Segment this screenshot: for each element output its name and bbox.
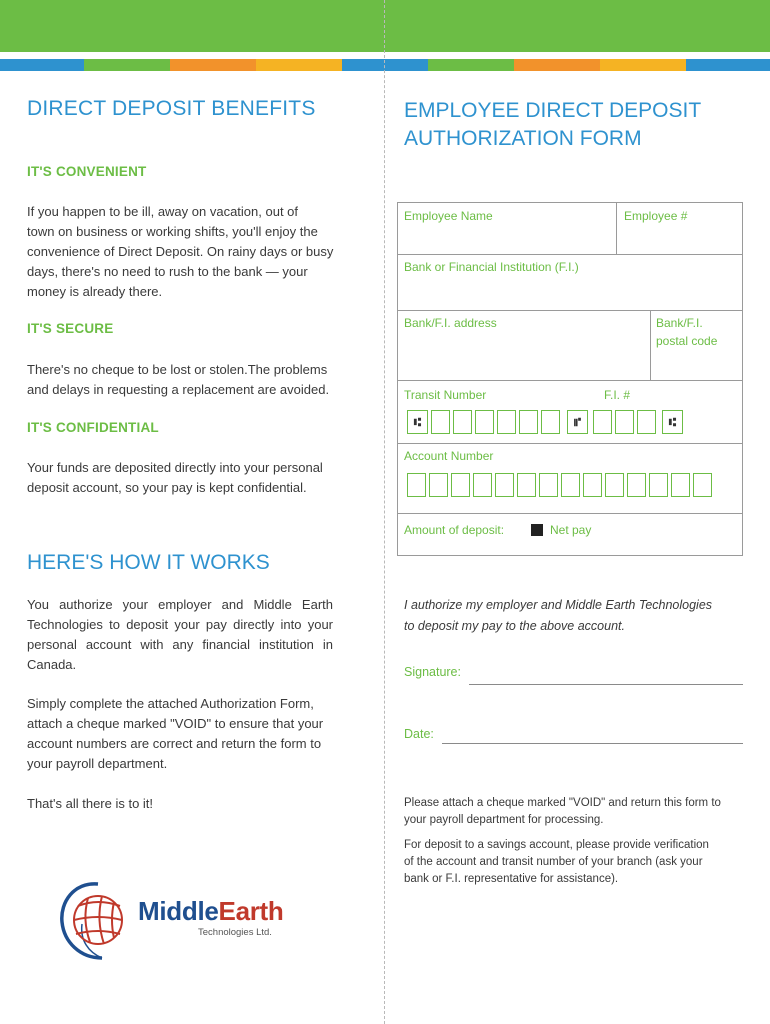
confidential-heading: IT'S CONFIDENTIAL [27, 420, 159, 435]
account-digit-box[interactable] [627, 473, 646, 497]
confidential-text: Your funds are deposited directly into your personal deposit account, so your pay is kept confidential. [27, 460, 323, 495]
signature-label: Signature: [404, 665, 461, 679]
date-label: Date: [404, 727, 434, 741]
transit-digit-box[interactable] [475, 410, 494, 434]
stripe-segment [256, 59, 342, 71]
transit-digit-box[interactable] [519, 410, 538, 434]
how-paragraph-3: That's all there is to it! [27, 796, 154, 811]
benefits-title: DIRECT DEPOSIT BENEFITS [27, 97, 316, 120]
stripe-segment [0, 59, 84, 71]
date-line[interactable] [442, 743, 743, 744]
fi-digit-box[interactable] [615, 410, 634, 434]
postal-code-field[interactable]: Bank/F.I. postal code [656, 316, 718, 348]
header-color-stripe [0, 59, 770, 71]
transit-number-label: Transit Number [404, 388, 487, 402]
account-digit-box[interactable] [583, 473, 602, 497]
account-digit-box[interactable] [539, 473, 558, 497]
convenient-text: If you happen to be ill, away on vacation, out of town on business or working shifts, you'll enjoy the convenience of Direct Deposit. On rainy days or busy days, there's no need to rush to the bank — your money is already there. [27, 204, 334, 299]
stripe-segment [686, 59, 770, 71]
fi-digit-box[interactable] [637, 410, 656, 434]
account-digit-box[interactable] [561, 473, 580, 497]
secure-text: There's no cheque to be lost or stolen.The problems and delays in requesting a replacement are avoided. [27, 362, 330, 397]
stripe-segment [84, 59, 170, 71]
account-digit-box[interactable] [649, 473, 668, 497]
transit-digit-box[interactable] [541, 410, 560, 434]
transit-digit-box[interactable] [453, 410, 472, 434]
form-title: EMPLOYEE DIRECT DEPOSIT AUTHORIZATION FORM [404, 99, 702, 150]
void-cheque-note: Please attach a cheque marked "VOID" and return this form to your payroll department for processing. [404, 797, 721, 826]
account-digit-box[interactable] [429, 473, 448, 497]
header-green-bar [0, 0, 770, 52]
account-number-label: Account Number [404, 449, 494, 463]
stripe-segment [170, 59, 256, 71]
globe-logo-icon [58, 876, 128, 962]
transit-symbol-start: ⑆ [407, 410, 428, 434]
logo-wordmark: MiddleEarth [138, 896, 284, 926]
net-pay-checkbox[interactable] [531, 524, 543, 536]
secure-heading: IT'S SECURE [27, 321, 114, 336]
how-paragraph-1: You authorize your employer and Middle Earth Technologies to deposit your pay directly into your personal account with any financial institution in Canada. [27, 597, 333, 672]
stripe-segment [600, 59, 686, 71]
signature-line[interactable] [469, 684, 743, 685]
convenient-heading: IT'S CONVENIENT [27, 164, 147, 179]
fi-digit-box[interactable] [593, 410, 612, 434]
how-it-works-title: HERE'S HOW IT WORKS [27, 551, 270, 574]
logo-subtitle: Technologies Ltd. [198, 927, 272, 938]
fold-line [384, 0, 385, 1024]
amount-of-deposit-label: Amount of deposit: [404, 523, 505, 537]
transit-separator-symbol: ⑈ [567, 410, 588, 434]
account-digit-box[interactable] [605, 473, 624, 497]
account-digit-box[interactable] [517, 473, 536, 497]
how-paragraph-2: Simply complete the attached Authorization Form, attach a cheque marked "VOID" to ensure that your account numbers are correct and return the form to your payroll department. [27, 696, 324, 771]
authorization-form [397, 202, 743, 556]
stripe-segment [342, 59, 428, 71]
savings-account-note: For deposit to a savings account, please provide verification of the account and transit number of your branch (ask your bank or F.I. representative for assistance). [404, 839, 709, 885]
stripe-segment [428, 59, 514, 71]
account-digit-box[interactable] [407, 473, 426, 497]
account-digit-box[interactable] [473, 473, 492, 497]
bank-address-field[interactable]: Bank/F.I. address [404, 316, 497, 330]
transit-digit-box[interactable] [431, 410, 450, 434]
authorization-statement: I authorize my employer and Middle Earth Technologies to deposit my pay to the above account. [404, 598, 713, 633]
account-digit-box[interactable] [671, 473, 690, 497]
transit-digit-box[interactable] [497, 410, 516, 434]
account-digit-box[interactable] [495, 473, 514, 497]
employee-number-field[interactable]: Employee # [624, 209, 688, 223]
company-logo [58, 876, 298, 966]
account-digit-box[interactable] [451, 473, 470, 497]
net-pay-label: Net pay [550, 523, 592, 537]
transit-symbol-end: ⑆ [662, 410, 683, 434]
account-digit-box[interactable] [693, 473, 712, 497]
bank-field[interactable]: Bank or Financial Institution (F.I.) [404, 260, 579, 274]
employee-name-field[interactable]: Employee Name [404, 209, 493, 223]
stripe-segment [514, 59, 600, 71]
fi-number-label: F.I. # [604, 388, 631, 402]
